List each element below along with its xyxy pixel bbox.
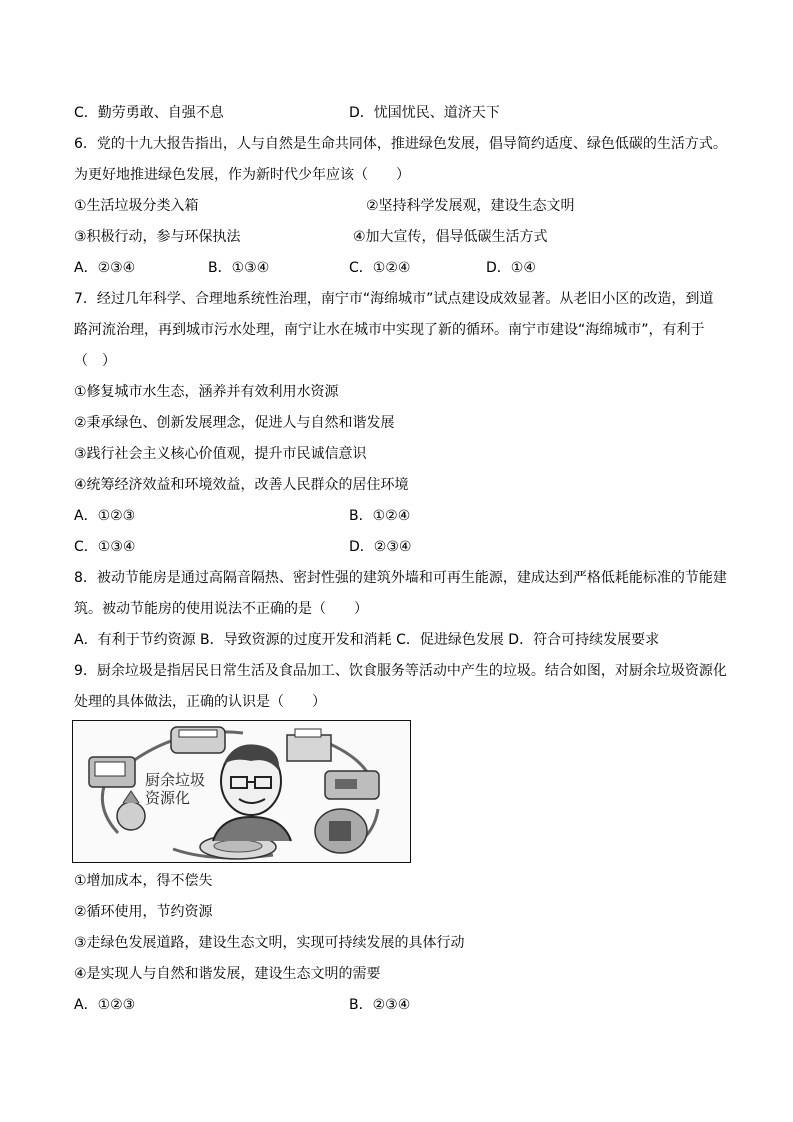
q7-option-b: B．①②④ — [349, 508, 411, 524]
q5-option-d: D．忧国忧民、道济天下 — [349, 105, 500, 121]
q9-statement-3: ③走绿色发展道路，建设生态文明，实现可持续发展的具体行动 — [74, 935, 465, 951]
q6-statement-2: ②坚持科学发展观，建设生态文明 — [366, 198, 575, 214]
q7-option-a: A．①②③ — [74, 508, 136, 524]
q6-stem-line-1: 6．党的十九大报告指出，人与自然是生命共同体，推进绿色发展，倡导简约适度、绿色低碳的生活方式。 — [74, 136, 727, 152]
q6-stem-line-2: 为更好地推进绿色发展，作为新时代少年应该（ ） — [74, 167, 410, 183]
q9-stem-line-2: 处理的具体做法，正确的认识是（ ） — [74, 694, 326, 710]
q7-option-c: C．①③④ — [74, 539, 136, 555]
factory-icon — [287, 735, 331, 761]
q6-statement-3: ③积极行动，参与环保执法 — [74, 229, 241, 245]
q9-stem-line-1: 9．厨余垃圾是指居民日常生活及食品加工、饮食服务等活动中产生的垃圾。结合如图，对厨余垃圾资源化 — [74, 663, 727, 679]
q7-statement-2: ②秉承绿色、创新发展理念，促进人与自然和谐发展 — [74, 415, 395, 431]
q9-option-a: A．①②③ — [74, 997, 136, 1013]
q6-statement-1: ①生活垃圾分类入箱 — [74, 198, 199, 214]
q7-option-d: D．②③④ — [349, 539, 412, 555]
q6-statement-4: ④加大宣传，倡导低碳生活方式 — [353, 229, 548, 245]
q9-statement-2: ②循环使用，节约资源 — [74, 904, 213, 920]
q6-option-c: C．①②④ — [349, 260, 411, 276]
vegetable-icon — [117, 802, 145, 830]
q6-option-b: B．①③④ — [208, 260, 270, 276]
q8-options: A．有利于节约资源 B．导致资源的过度开发和消耗 C．促进绿色发展 D．符合可持续发展要求 — [74, 632, 660, 648]
q7-stem-line-3: （ ） — [74, 353, 116, 369]
kitchen-waste-illustration — [72, 720, 411, 863]
q5-option-c: C．勤劳勇敢、自强不息 — [74, 105, 224, 121]
q8-stem-line-2: 筑。被动节能房的使用说法不正确的是（ ） — [74, 601, 368, 617]
q7-statement-4: ④统筹经济效益和环境效益，改善人民群众的居住环境 — [74, 477, 409, 493]
q9-statement-4: ④是实现人与自然和谐发展，建设生态文明的需要 — [74, 966, 381, 982]
q6-option-d: D．①④ — [486, 260, 536, 276]
q8-stem-line-1: 8．被动节能房是通过高隔音隔热、密封性强的建筑外墙和可再生能源，建成达到严格低耗能标准的节能建 — [74, 570, 727, 586]
q9-option-b: B．②③④ — [349, 997, 411, 1013]
q6-option-a: A．②③④ — [74, 260, 136, 276]
q7-stem-line-1: 7．经过几年科学、合理地系统性治理，南宁市“海绵城市”试点建设成效显著。从老旧小区的改造，到道 — [74, 291, 714, 307]
q7-statement-1: ①修复城市水生态，涵养并有效利用水资源 — [74, 384, 339, 400]
figure-caption: 厨余垃圾资源化 — [145, 771, 206, 807]
q7-statement-3: ③践行社会主义核心价值观，提升市民诚信意识 — [74, 446, 367, 462]
kitchen-waste-cycle-drawing — [73, 721, 410, 862]
q7-stem-line-2: 路河流治理，再到城市污水处理，南宁让水在城市中实现了新的循环。南宁市建设“海绵城市”，有利于 — [74, 322, 705, 338]
q9-statement-1: ①增加成本，得不偿失 — [74, 873, 213, 889]
